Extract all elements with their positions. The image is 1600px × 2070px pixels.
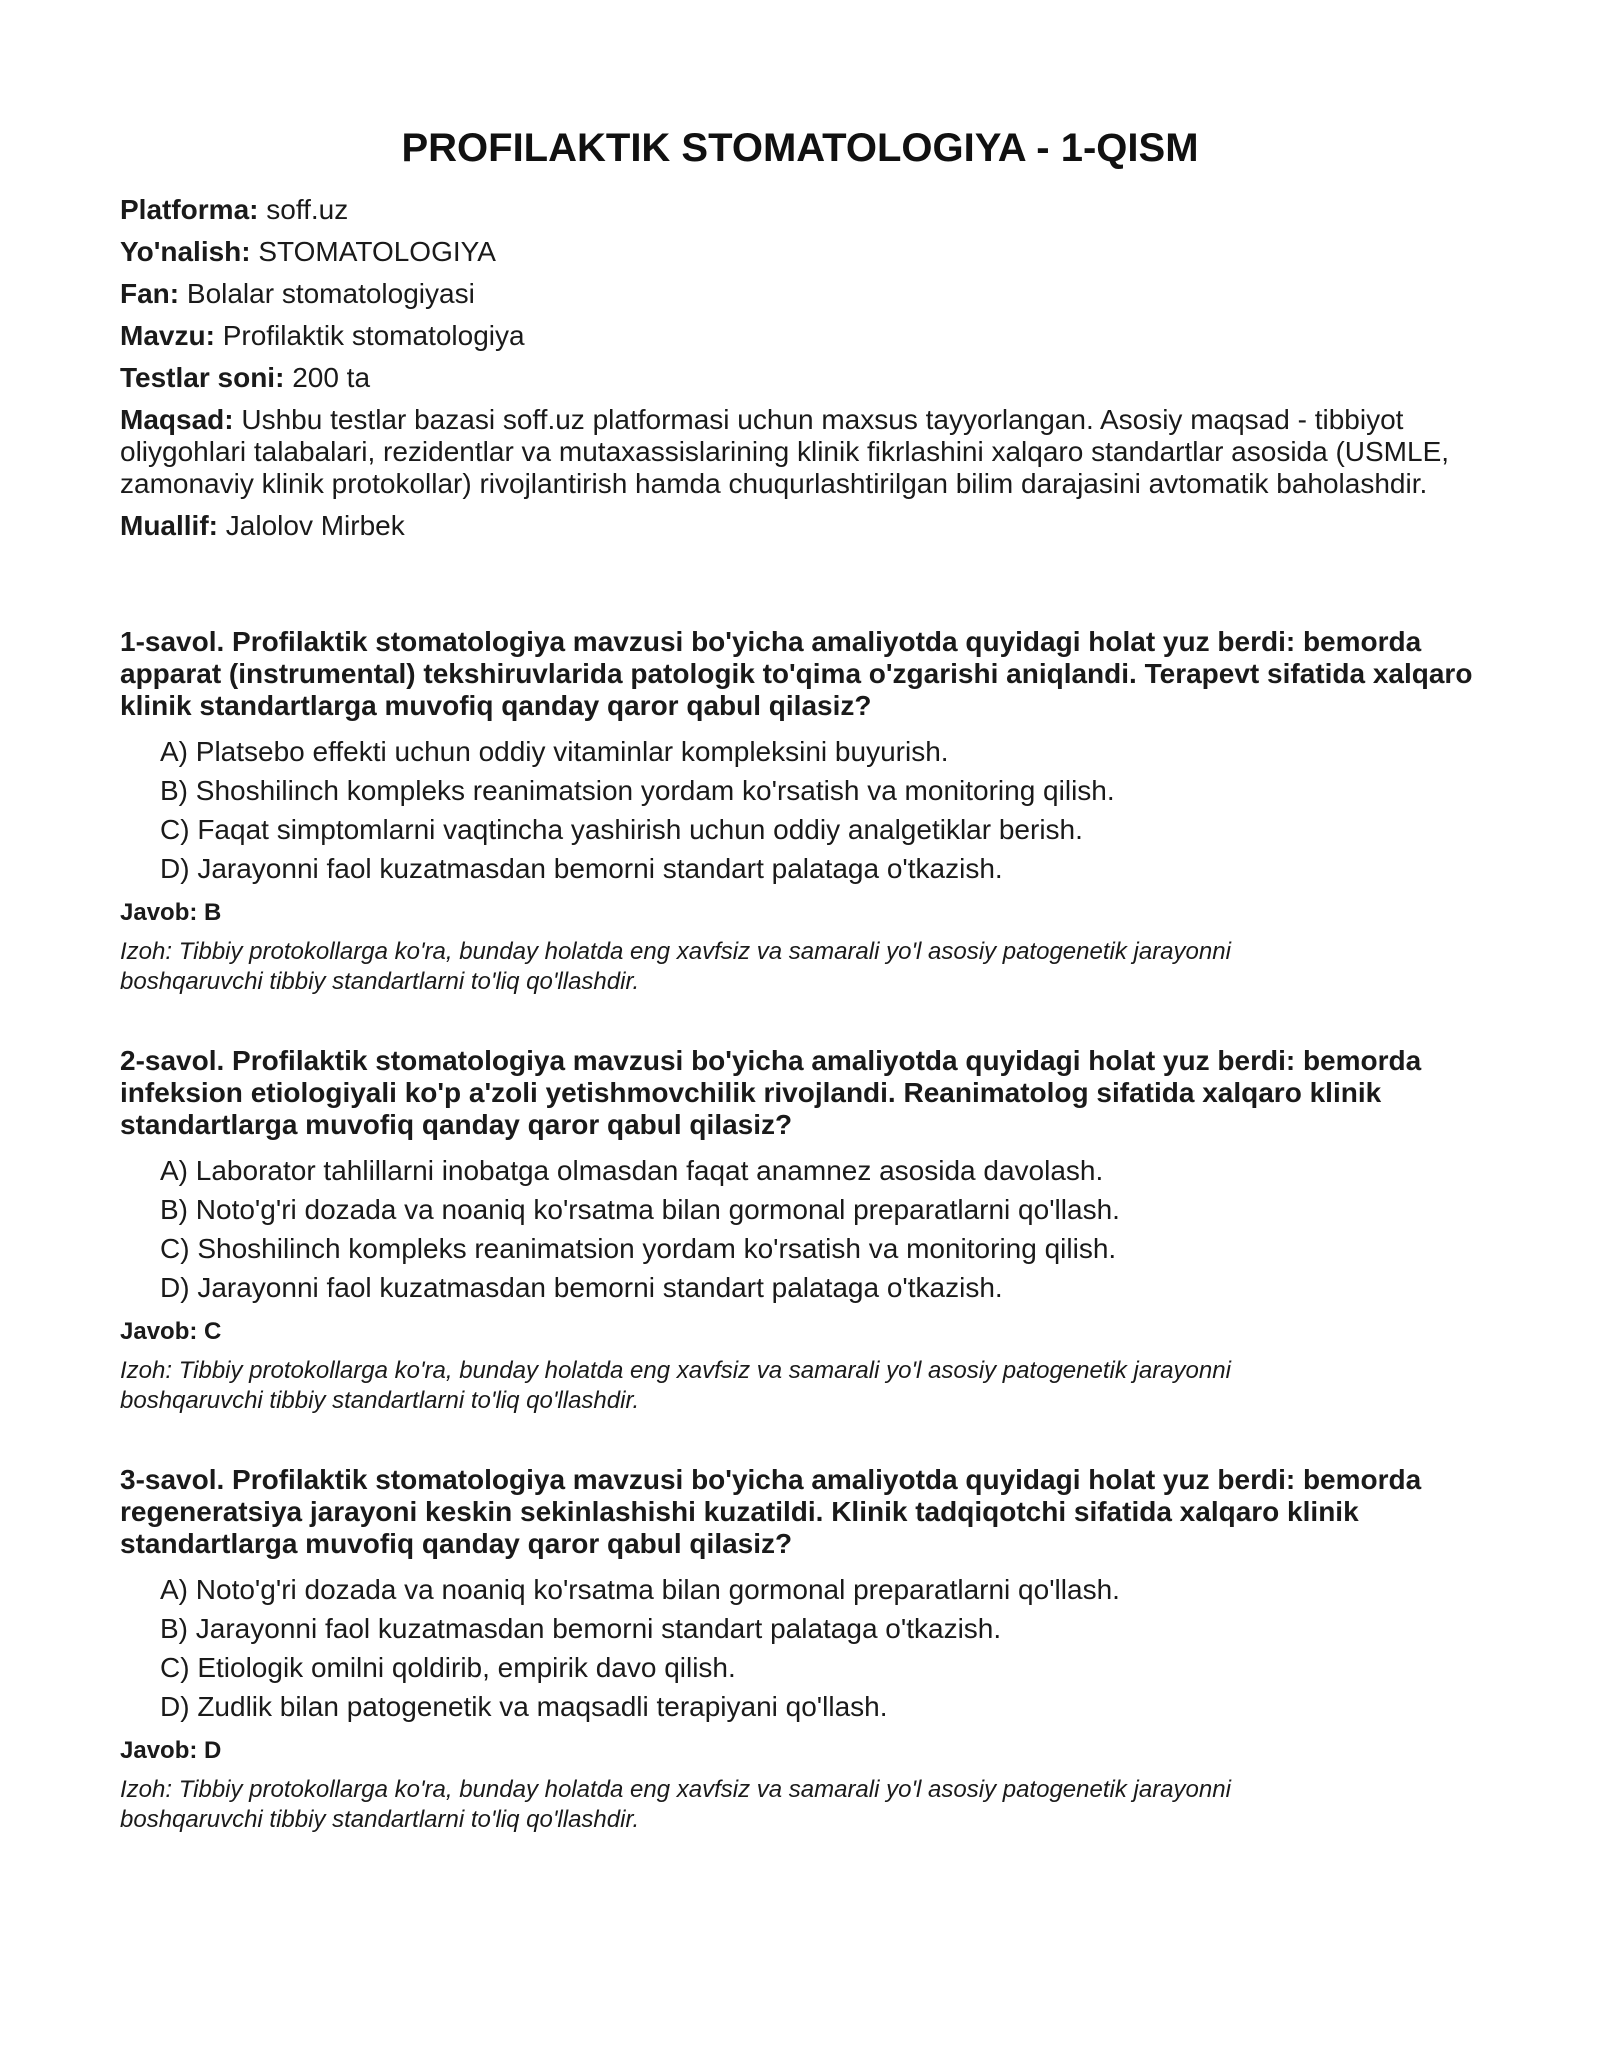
option-c: C) Etiologik omilni qoldirib, empirik davo qilish. xyxy=(160,1652,736,1683)
explanation-note: Izoh: Tibbiy protokollarga ko'ra, bunday holatda eng xavfsiz va samarali yo'l asosiy patogenetik jarayonni boshqaruvchi tibbiy standartlarni to'liq qo'llashdir. xyxy=(120,938,1231,995)
meta-count-value: 200 ta xyxy=(292,362,371,393)
meta-platform-value: soff.uz xyxy=(266,194,349,225)
meta-direction-value: STOMATOLOGIYA xyxy=(258,236,496,267)
meta-aim-value: Ushbu testlar bazasi soff.uz platformasi uchun maxsus tayyorlangan. Asosiy maqsad - tibbiyot oliygohlari talabalari, rezidentlar va mutaxassislarining klinik fikrlashini xalqaro standartlar asosida (USMLE, zamonaviy klinik protokollar) rivojlantirish hamda chuqurlashtirilgan bilim darajasini avtomatik baholashdir. xyxy=(120,404,1450,499)
meta-aim-label: Maqsad: xyxy=(120,404,234,435)
document-title: PROFILAKTIK STOMATOLOGIYA - 1-QISM xyxy=(401,126,1199,170)
meta-subject-value: Bolalar stomatologiyasi xyxy=(186,278,475,309)
question-text: 3-savol. Profilaktik stomatologiya mavzusi bo'yicha amaliyotda quyidagi holat yuz berdi: bemorda regeneratsiya jarayoni keskin sekinlashishi kuzatildi. Klinik tadqiqotchi sifatida xalqaro klinik standartlarga muvofiq qanday qaror qabul qilasiz? xyxy=(120,1464,1422,1559)
option-c: C) Faqat simptomlarni vaqtincha yashirish uchun oddiy analgetiklar berish. xyxy=(160,814,1083,845)
question-item xyxy=(120,1464,1480,1835)
meta-direction-label: Yo'nalish: xyxy=(120,236,251,267)
meta-topic xyxy=(120,320,1480,352)
option-b: B) Noto'g'ri dozada va noaniq ko'rsatma bilan gormonal preparatlarni qo'llash. xyxy=(160,1194,1120,1225)
option-b: B) Jarayonni faol kuzatmasdan bemorni standart palataga o'tkazish. xyxy=(160,1613,1002,1644)
question-text: 2-savol. Profilaktik stomatologiya mavzusi bo'yicha amaliyotda quyidagi holat yuz berdi: bemorda infeksion etiologiyali ko'p a'zoli yetishmovchilik rivojlandi. Reanimatolog sifatida xalqaro klinik standartlarga muvofiq qanday qaror qabul qilasiz? xyxy=(120,1045,1422,1140)
answer-label: Javob: C xyxy=(120,1318,222,1345)
question-item xyxy=(120,626,1480,997)
option-d: D) Jarayonni faol kuzatmasdan bemorni standart palataga o'tkazish. xyxy=(160,853,1003,884)
question-item xyxy=(120,1045,1480,1416)
meta-topic-label: Mavzu: xyxy=(120,320,215,351)
option-d: D) Jarayonni faol kuzatmasdan bemorni standart palataga o'tkazish. xyxy=(160,1272,1003,1303)
meta-count-label: Testlar soni: xyxy=(120,362,285,393)
meta-count xyxy=(120,362,1480,394)
question-text: 1-savol. Profilaktik stomatologiya mavzusi bo'yicha amaliyotda quyidagi holat yuz berdi: bemorda apparat (instrumental) tekshiruvlarida patologik to'qima o'zgarishi aniqlandi. Terapevt sifatida xalqaro klinik standartlarga muvofiq qanday qaror qabul qilasiz? xyxy=(120,626,1473,721)
document-meta xyxy=(120,194,1480,542)
answer-label: Javob: B xyxy=(120,899,222,926)
option-c: C) Shoshilinch kompleks reanimatsion yordam ko'rsatish va monitoring qilish. xyxy=(160,1233,1117,1264)
question-list xyxy=(120,626,1480,1835)
option-a: A) Laborator tahlillarni inobatga olmasdan faqat anamnez asosida davolash. xyxy=(160,1155,1104,1186)
option-a: A) Noto'g'ri dozada va noaniq ko'rsatma bilan gormonal preparatlarni qo'llash. xyxy=(160,1574,1120,1605)
meta-direction xyxy=(120,236,1480,268)
explanation-note: Izoh: Tibbiy protokollarga ko'ra, bunday holatda eng xavfsiz va samarali yo'l asosiy patogenetik jarayonni boshqaruvchi tibbiy standartlarni to'liq qo'llashdir. xyxy=(120,1776,1231,1833)
meta-topic-value: Profilaktik stomatologiya xyxy=(222,320,525,351)
option-list xyxy=(160,736,1480,885)
meta-platform-label: Platforma: xyxy=(120,194,259,225)
option-d: D) Zudlik bilan patogenetik va maqsadli terapiyani qo'llash. xyxy=(160,1691,888,1722)
option-b: B) Shoshilinch kompleks reanimatsion yordam ko'rsatish va monitoring qilish. xyxy=(160,775,1115,806)
meta-subject xyxy=(120,278,1480,310)
option-list xyxy=(160,1574,1480,1723)
explanation-note: Izoh: Tibbiy protokollarga ko'ra, bunday holatda eng xavfsiz va samarali yo'l asosiy patogenetik jarayonni boshqaruvchi tibbiy standartlarni to'liq qo'llashdir. xyxy=(120,1357,1231,1414)
meta-author xyxy=(120,510,1480,542)
meta-subject-label: Fan: xyxy=(120,278,180,309)
answer-label: Javob: D xyxy=(120,1737,222,1764)
meta-author-label: Muallif: xyxy=(120,510,218,541)
meta-platform xyxy=(120,194,1480,226)
option-a: A) Platsebo effekti uchun oddiy vitaminlar kompleksini buyurish. xyxy=(160,736,949,767)
option-list xyxy=(160,1155,1480,1304)
meta-aim xyxy=(120,404,1480,500)
meta-author-value: Jalolov Mirbek xyxy=(225,510,405,541)
document-page xyxy=(120,0,1480,1883)
